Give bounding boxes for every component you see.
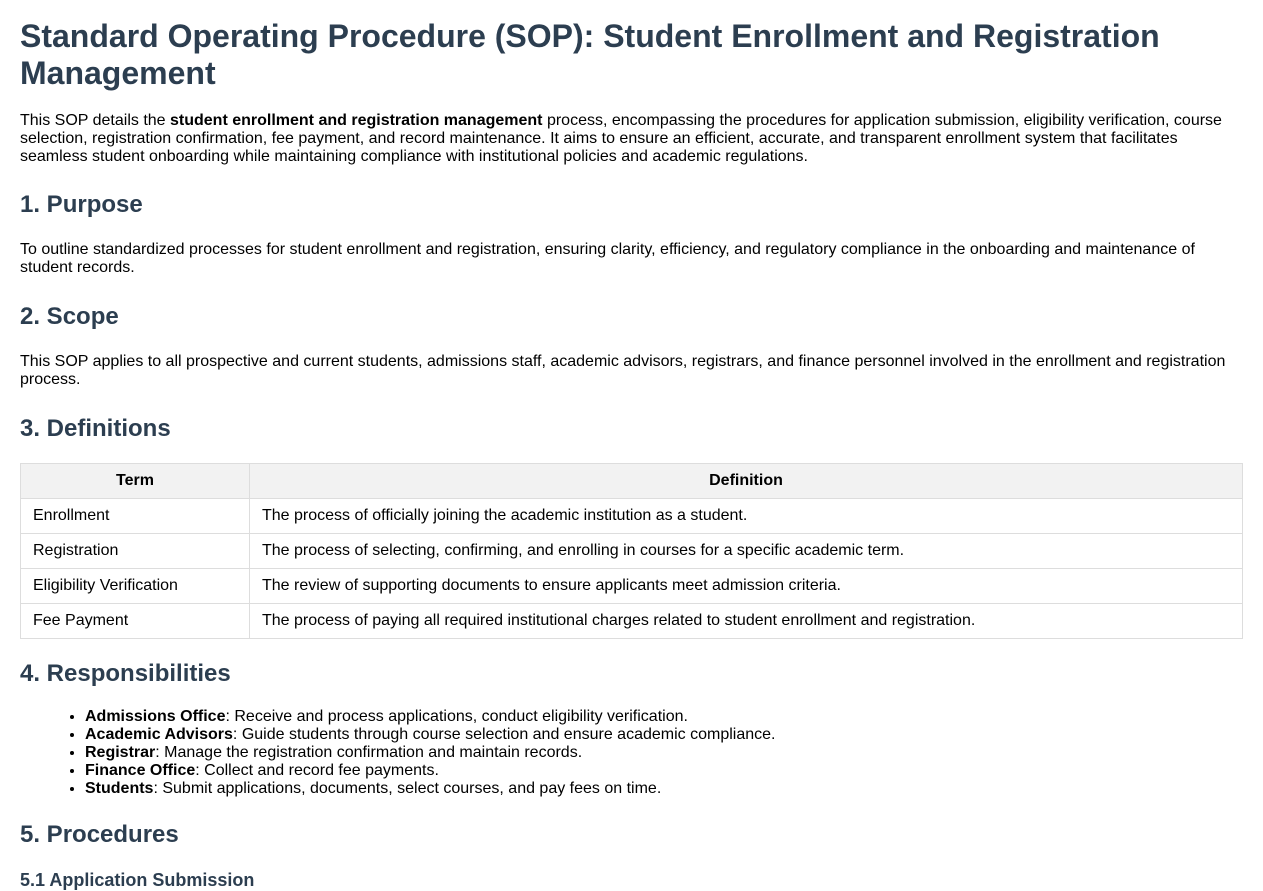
list-item (85, 780, 1243, 798)
intro-text-bold: student enrollment and registration management (170, 112, 543, 129)
role-name: Academic Advisors (85, 726, 233, 743)
role-duty: : Submit applications, documents, select courses, and pay fees on time. (153, 780, 662, 797)
table-row (21, 604, 1243, 639)
term-cell: Fee Payment (21, 604, 250, 639)
procedures-subheading: 5.1 Application Submission (20, 870, 255, 890)
definition-cell: The review of supporting documents to ensure applicants meet admission criteria. (250, 569, 1243, 604)
list-item (85, 708, 1243, 726)
definition-cell: The process of selecting, confirming, and enrolling in courses for a specific academic term. (250, 534, 1243, 569)
term-cell: Enrollment (21, 499, 250, 534)
responsibilities-heading: 4. Responsibilities (20, 660, 231, 687)
column-header-term: Term (21, 464, 250, 499)
table-row (21, 534, 1243, 569)
list-item (85, 762, 1243, 780)
definitions-table (20, 463, 1243, 639)
intro-paragraph (20, 112, 1243, 166)
role-name: Finance Office (85, 762, 196, 779)
definition-cell: The process of officially joining the academic institution as a student. (250, 499, 1243, 534)
purpose-text: To outline standardized processes for student enrollment and registration, ensuring clarity, efficiency, and regulatory compliance in the onboarding and maintenance of student records. (20, 241, 1195, 276)
scope-text: This SOP applies to all prospective and current students, admissions staff, academic advisors, registrars, and finance personnel involved in the enrollment and registration process. (20, 353, 1226, 388)
role-duty: : Receive and process applications, conduct eligibility verification. (225, 708, 688, 725)
intro-text-after: process, encompassing the procedures for application submission, eligibility verification, course selection, registration confirmation, fee payment, and record maintenance. It aims to ensure an efficient, accurate, and transparent enrollment system that facilitates seamless student onboarding while maintaining compliance with institutional policies and academic regulations. (20, 112, 1222, 165)
role-duty: : Guide students through course selection and ensure academic compliance. (232, 726, 776, 743)
list-item (85, 744, 1243, 762)
role-duty: : Collect and record fee payments. (195, 762, 439, 779)
purpose-heading: 1. Purpose (20, 191, 143, 218)
procedures-heading: 5. Procedures (20, 821, 179, 848)
scope-heading: 2. Scope (20, 303, 119, 330)
role-name: Students (85, 780, 154, 797)
page-title: Standard Operating Procedure (SOP): Student Enrollment and Registration Management (20, 18, 1160, 91)
column-header-definition: Definition (250, 464, 1243, 499)
definitions-heading: 3. Definitions (20, 415, 171, 442)
table-row (21, 569, 1243, 604)
role-duty: : Manage the registration confirmation and maintain records. (155, 744, 583, 761)
table-header-row (21, 464, 1243, 499)
role-name: Registrar (85, 744, 156, 761)
list-item (85, 726, 1243, 744)
term-cell: Eligibility Verification (21, 569, 250, 604)
table-row (21, 499, 1243, 534)
responsibilities-list (20, 708, 1243, 798)
term-cell: Registration (21, 534, 250, 569)
role-name: Admissions Office (85, 708, 226, 725)
definition-cell: The process of paying all required institutional charges related to student enrollment and registration. (250, 604, 1243, 639)
intro-text-before: This SOP details the (20, 112, 170, 129)
